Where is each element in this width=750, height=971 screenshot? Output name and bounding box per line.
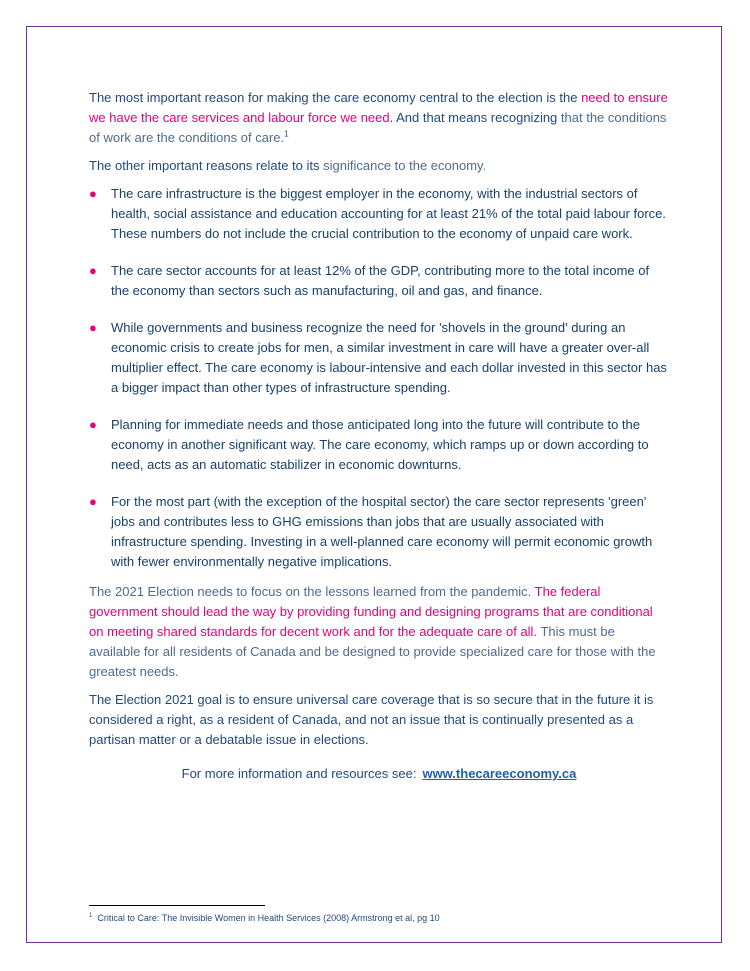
bullet-dot-icon: ● — [89, 320, 97, 335]
footnote-number: 1 — [89, 913, 93, 919]
intro-highlight: need to ensure we have the care services and labour force we need — [89, 90, 668, 125]
election-highlight: The federal government should lead the way by providing funding and designing programs that are conditional on meeting shared standards for decent work and for the adequate care of all. — [89, 584, 653, 639]
list-item — [89, 184, 669, 244]
list-item-text: Planning for immediate needs and those anticipated long into the future will contribute to the economy in another significant way. The care economy, which ramps up or down according to need, acts as an automatic stabilizer in economic downturns. — [111, 417, 649, 472]
other-reasons-tail: significance to the economy. — [323, 158, 487, 173]
list-item-text: The care sector accounts for at least 12% of the GDP, contributing more to the total income of the economy than sectors such as manufacturing, oil and gas, and finance. — [111, 263, 650, 298]
document-body — [89, 88, 669, 792]
website-link[interactable]: www.thecareeconomy.ca — [422, 766, 577, 781]
bullet-dot-icon: ● — [89, 494, 97, 509]
bullet-dot-icon: ● — [89, 263, 97, 278]
footnote — [89, 913, 440, 923]
reasons-list — [89, 184, 669, 572]
intro-paragraph — [89, 88, 669, 148]
footnote-reference[interactable]: 1 — [284, 129, 289, 139]
other-reasons-paragraph — [89, 156, 669, 176]
intro-muted: that the conditions of work are the conditions of care. — [89, 110, 667, 145]
footnote-text: Critical to Care: The Invisible Women in Health Services (2008) Armstrong et al, pg 10 — [97, 913, 440, 923]
election-muted-text-2: This must be available for all residents of Canada and be designed to provide specialized care for those with the greatest needs. — [89, 624, 656, 679]
more-info-line — [89, 764, 669, 784]
bullet-dot-icon: ● — [89, 417, 97, 432]
list-item-text: While governments and business recognize the need for 'shovels in the ground' during an economic crisis to create jobs for men, a similar investment in care will have a greater over-all multiplier effect. The care economy is labour-intensive and each dollar invested in this sector has a bigger impact than other types of infrastructure spending. — [111, 320, 667, 395]
other-reasons-lead: The other important reasons relate to its — [89, 158, 324, 173]
footnote-separator — [89, 905, 265, 906]
list-item — [89, 318, 669, 398]
election-paragraph — [89, 582, 669, 682]
intro-text-2: . And that means recognizing — [389, 110, 561, 125]
list-item — [89, 415, 669, 475]
bullet-dot-icon: ● — [89, 186, 97, 201]
list-item-text: For the most part (with the exception of the hospital sector) the care sector represents 'green' jobs and contributes less to GHG emissions than jobs that are usually associated with infrastructure spending. Investing in a well-planned care economy will permit economic growth with fewer environmentally negative implications. — [111, 494, 653, 569]
intro-text: The most important reason for making the care economy central to the election is the — [89, 90, 582, 105]
election-muted-text: The 2021 Election needs to focus on the lessons learned from the pandemic. — [89, 584, 535, 599]
list-item-text: The care infrastructure is the biggest employer in the economy, with the industrial sectors of health, social assistance and education accounting for at least 21% of the total paid labour force. These numbers do not include the crucial contribution to the economy of unpaid care work. — [111, 186, 667, 241]
more-info-label: For more information and resources see: — [181, 766, 417, 781]
list-item — [89, 261, 669, 301]
goal-paragraph: The Election 2021 goal is to ensure universal care coverage that is so secure that in the future it is considered a right, as a resident of Canada, and not an issue that is continually presented as a partisan matter or a debatable issue in elections. — [89, 692, 654, 747]
list-item — [89, 492, 669, 572]
